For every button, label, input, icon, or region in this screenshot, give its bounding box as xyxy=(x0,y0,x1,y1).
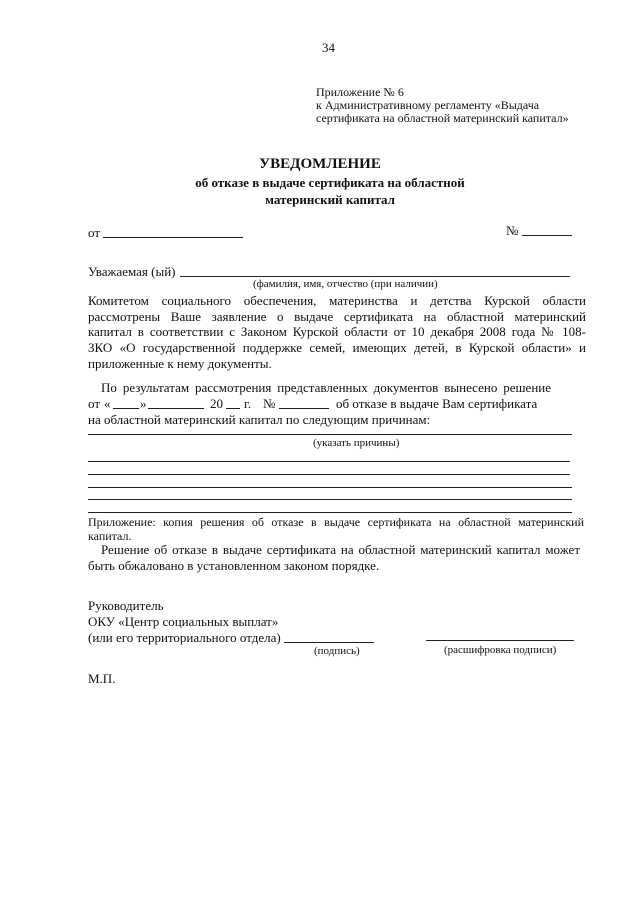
from-label: от xyxy=(88,225,101,240)
salutation-label: Уважаемая (ый) xyxy=(88,264,176,279)
decision-line-3: на областной материнский капитал по следующим причинам: xyxy=(88,412,431,427)
reasons-hint: (указать причины) xyxy=(313,437,400,449)
page-number: 34 xyxy=(322,40,335,55)
signature-role: Руководитель xyxy=(88,598,164,613)
decision-month-blank xyxy=(148,408,204,409)
reasons-line-2 xyxy=(88,461,570,462)
decision-number-blank xyxy=(279,408,329,409)
decision-quote-open: « xyxy=(104,396,111,411)
reasons-line-5 xyxy=(88,499,572,500)
reasons-line-4 xyxy=(88,487,572,488)
signature-hint: (подпись) xyxy=(314,645,360,657)
reasons-line-6 xyxy=(88,512,572,513)
appeal-note-line-1: Решение об отказе в выдаче сертификата на областной материнский капитал может xyxy=(101,542,580,557)
decision-from: от xyxy=(88,396,101,411)
decision-line-1: По результатам рассмотрения представленных документов вынесено решение xyxy=(101,380,551,395)
decision-day-blank xyxy=(113,408,139,409)
annex-line-3: сертификата на областной материнский капитал» xyxy=(316,111,569,125)
document-title: УВЕДОМЛЕНИЕ xyxy=(259,156,381,172)
body-line-5: приложенные к нему документы. xyxy=(88,356,272,371)
body-line-2: рассмотрены Ваше заявление о выдаче сертификата на областной материнский xyxy=(88,309,586,324)
salutation-hint: (фамилия, имя, отчество (при наличии) xyxy=(253,278,438,290)
body-line-3: капитал в соответствии с Законом Курской области от 10 декабря 2008 года № 108- xyxy=(88,324,586,339)
signature-org: ОКУ «Центр социальных выплат» xyxy=(88,614,279,629)
signature-decode-hint: (расшифровка подписи) xyxy=(444,644,557,656)
appeal-note-line-2: быть обжаловано в установленном законом порядке. xyxy=(88,558,380,573)
salutation-blank-line xyxy=(180,276,570,277)
number-label: № xyxy=(506,223,519,238)
decision-year-blank xyxy=(226,408,240,409)
decision-quote-close: » xyxy=(140,396,147,411)
attachment-note-line-1: Приложение: копия решения об отказе в выдаче сертификата на областной материнский xyxy=(88,515,584,529)
decision-year-suffix: г. xyxy=(244,396,252,411)
decision-text: об отказе в выдаче Вам сертификата xyxy=(336,396,538,411)
annex-line-2: к Административному регламенту «Выдача xyxy=(316,98,540,112)
attachment-note-line-2: капитал. xyxy=(88,529,132,543)
decision-year-prefix: 20 xyxy=(210,396,223,411)
body-line-1: Комитетом социального обеспечения, материнства и детства Курской области xyxy=(88,293,586,308)
body-line-4: ЗКО «О государственной поддержке семей, имеющих детей, в Курской области» и xyxy=(88,340,586,355)
from-blank-line xyxy=(103,237,243,238)
document-subtitle-line-2: материнский капитал xyxy=(265,192,395,207)
signature-branch: (или его территориального отдела) xyxy=(88,630,281,645)
decision-number-label: № xyxy=(263,396,276,411)
document-subtitle-line-1: об отказе в выдаче сертификата на областной xyxy=(195,175,465,190)
reasons-line-3 xyxy=(88,474,570,475)
annex-line-1: Приложение № 6 xyxy=(316,85,404,99)
number-blank-line xyxy=(522,235,572,236)
stamp-label: М.П. xyxy=(88,671,116,686)
reasons-line-1 xyxy=(88,434,572,435)
signature-decode-blank-line xyxy=(426,640,574,641)
signature-blank-line xyxy=(284,642,374,643)
